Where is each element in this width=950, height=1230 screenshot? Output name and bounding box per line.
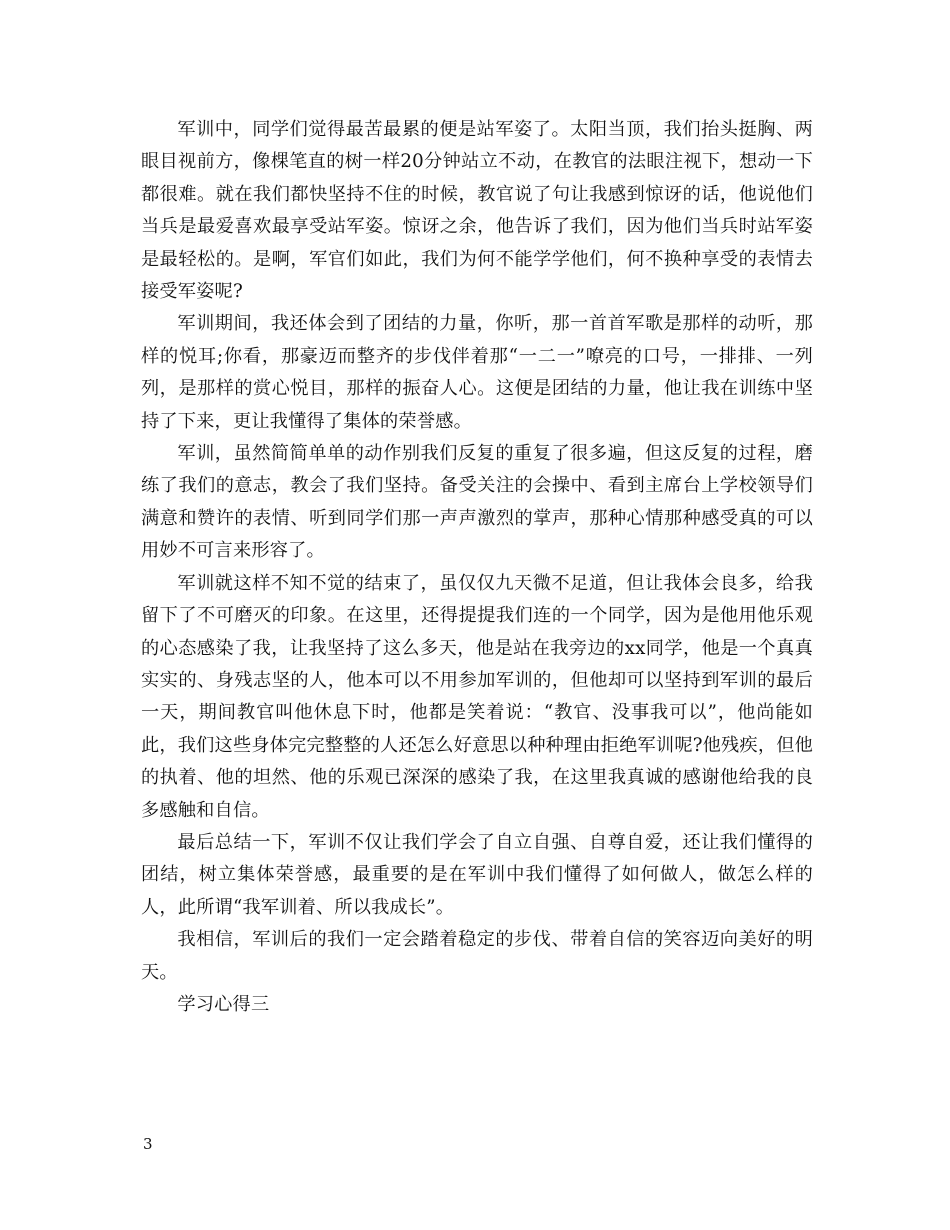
paragraph-5: 最后总结一下，军训不仅让我们学会了自立自强、自尊自爱，还让我们懂得的团结，树立集体荣誉感，最重要的是在军训中我们懂得了如何做人，做怎么样的人，此所谓“我军训着、所以我成长”。 [141, 831, 813, 918]
paragraph-2: 军训期间，我还体会到了团结的力量，你听，那一首首军歌是那样的动听，那样的悦耳;你看，那豪迈而整齐的步伐伴着那“一二一”嘹亮的口号，一排排、一列列，是那样的赏心悦目，那样的振奋人心。这便是团结的力量，他让我在训练中坚持了下来，更让我懂得了集体的荣誉感。 [141, 313, 813, 432]
page-number: 3 [143, 1135, 153, 1153]
paragraph-3: 军训，虽然简简单单的动作别我们反复的重复了很多遍，但这反复的过程，磨练了我们的意志，教会了我们坚持。备受关注的会操中、看到主席台上学校领导们满意和赞许的表情、听到同学们那一声声激烈的掌声，那种心情那种感受真的可以用妙不可言来形容了。 [141, 443, 813, 562]
paragraph-4: 军训就这样不知不觉的结束了，虽仅仅九天微不足道，但让我体会良多，给我留下了不可磨灭的印象。在这里，还得提提我们连的一个同学，因为是他用他乐观的心态感染了我，让我坚持了这么多天，他是站在我旁边的xx同学，他是一个真真实实的、身残志坚的人，他本可以不用参加军训的，但他却可以坚持到军训的最后一天，期间教官叫他休息下时，他都是笑着说：“教官、没事我可以”，他尚能如此，我们这些身体完完整整的人还怎么好意思以种种理由拒绝军训呢?他残疾，但他的执着、他的坦然、他的乐观已深深的感染了我，在这里我真诚的感谢他给我的良多感触和自信。 [141, 572, 813, 821]
paragraph-6: 我相信，军训后的我们一定会踏着稳定的步伐、带着自信的笑容迈向美好的明天。 [141, 929, 813, 983]
paragraph-1: 军训中，同学们觉得最苦最累的便是站军姿了。太阳当顶，我们抬头挺胸、两眼目视前方，像棵笔直的树一样20分钟站立不动，在教官的法眼注视下，想动一下都很难。就在我们都快坚持不住的时候，教官说了句让我感到惊讶的话，他说他们当兵是最爱喜欢最享受站军姿。惊讶之余，他告诉了我们，因为他们当兵时站军姿是最轻松的。是啊，军官们如此，我们为何不能学学他们，何不换种享受的表情去接受军姿呢? [141, 119, 813, 303]
document-body [141, 114, 813, 1021]
section-heading: 学习心得三 [177, 993, 270, 1015]
